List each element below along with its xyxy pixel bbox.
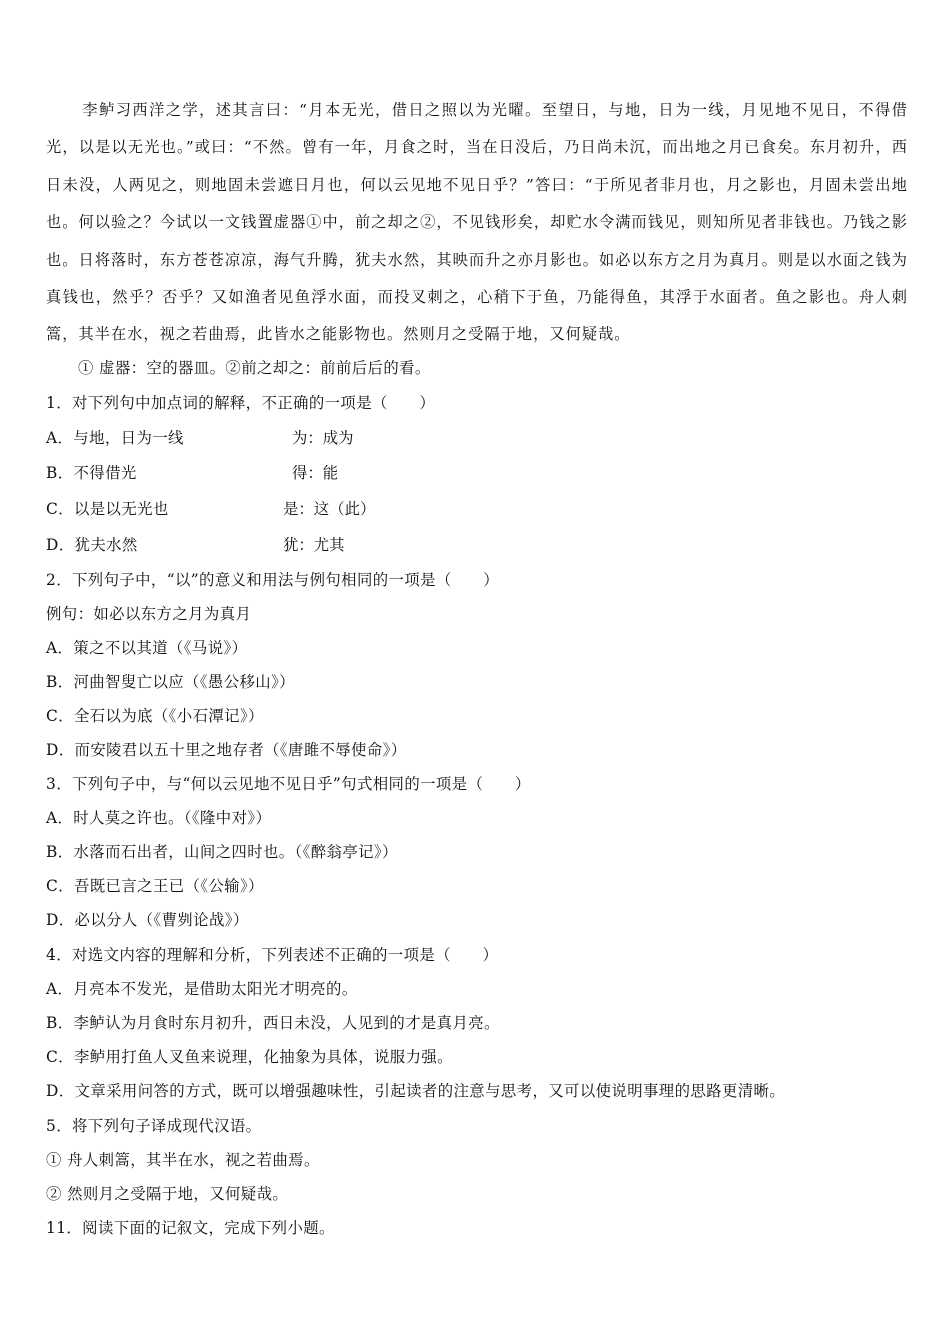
q4-option-a: A．月亮本不发光，是借助太阳光才明亮的。 bbox=[46, 980, 358, 998]
q3-stem: 3．下列句子中，与“何以云见地不见日乎”句式相同的一项是（ ） bbox=[46, 775, 531, 793]
q3-option-b: B．水落而石出者，山间之四时也。（《醉翁亭记》） bbox=[46, 843, 398, 861]
q3-option-a: A．时人莫之许也。（《隆中对》） bbox=[46, 809, 272, 827]
q2-option-d: D．而安陵君以五十里之地存者（《唐雎不辱使命》） bbox=[46, 741, 407, 759]
q1-stem: 1．对下列句中加点词的解释，不正确的一项是（ ） bbox=[46, 394, 436, 412]
passage-text: 李鲈习西洋之学，述其言曰：“月本无光，借日之照以为光曜。至望日，与地，日为一线，月见地不见日，不得借光，以是以无光也。”或曰：“不然。曾有一年，月食之时，当在日没后，乃日尚未沉，而出地之月已食矣。东月初升，西日未没，人两见之，则地固未尝遮日月也，何以云见地不见日乎？”答曰：“于所见者非月也，月之影也，月固未尝出地也。何以验之？今试以一文钱置虚器①中，前之却之②，不见钱形矣，却贮水令满而钱见，则知所见者非钱也。乃钱之影也。日将落时，东方苍苍凉凉，海气升腾，犹夫水然，其映而升之亦月影也。如必以东方之月为真月。则是以水面之钱为真钱也，然乎？否乎？又如渔者见鱼浮水面，而投叉刺之，心稍下于鱼，乃能得鱼，其浮于水面者。鱼之影也。舟人刺篙，其半在水，视之若曲焉，此皆水之能影物也。然则月之受隔于地，又何疑哉。 bbox=[46, 101, 908, 344]
q1-option-a-gloss: 为：成为 bbox=[292, 429, 354, 447]
q1-option-a: A．与地，日为一线 bbox=[46, 429, 184, 447]
q2-option-c: C．全石以为底（《小石潭记》） bbox=[46, 707, 264, 725]
passage-note: ① 虚器：空的器皿。②前之却之：前前后后的看。 bbox=[78, 359, 431, 377]
q1-option-c-gloss: 是：这（此） bbox=[283, 500, 376, 518]
q3-option-d: D．必以分人（《曹刿论战》） bbox=[46, 911, 249, 929]
q2-stem: 2．下列句子中，“以”的意义和用法与例句相同的一项是（ ） bbox=[46, 571, 500, 589]
q11-stem: 11．阅读下面的记叙文，完成下列小题。 bbox=[46, 1219, 335, 1237]
q1-option-d: D．犹夫水然 bbox=[46, 536, 138, 554]
q1-option-c: C．以是以无光也 bbox=[46, 500, 169, 518]
q5-sentence-1: ① 舟人刺篙，其半在水，视之若曲焉。 bbox=[46, 1151, 320, 1169]
q2-option-b: B．河曲智叟亡以应（《愚公移山》） bbox=[46, 673, 295, 691]
q2-example: 例句：如必以东方之月为真月 bbox=[46, 605, 252, 623]
q4-option-b: B．李鲈认为月食时东月初升，西日未没，人见到的才是真月亮。 bbox=[46, 1014, 500, 1032]
q4-option-c: C．李鲈用打鱼人叉鱼来说理，化抽象为具体，说服力强。 bbox=[46, 1048, 453, 1066]
q1-option-b: B．不得借光 bbox=[46, 464, 137, 482]
q5-sentence-2: ② 然则月之受隔于地，又何疑哉。 bbox=[46, 1185, 289, 1203]
q4-stem: 4．对选文内容的理解和分析，下列表述不正确的一项是（ ） bbox=[46, 946, 499, 964]
q3-option-c: C．吾既已言之王已（《公输》） bbox=[46, 877, 264, 895]
q4-option-d: D．文章采用问答的方式，既可以增强趣味性，引起读者的注意与思考，又可以使说明事理的思路更清晰。 bbox=[46, 1082, 786, 1100]
q1-option-b-gloss: 得：能 bbox=[292, 464, 339, 482]
q1-option-d-gloss: 犹：尤其 bbox=[283, 536, 345, 554]
q5-stem: 5．将下列句子译成现代汉语。 bbox=[46, 1117, 262, 1135]
q2-option-a: A．策之不以其道（《马说》） bbox=[46, 639, 248, 657]
